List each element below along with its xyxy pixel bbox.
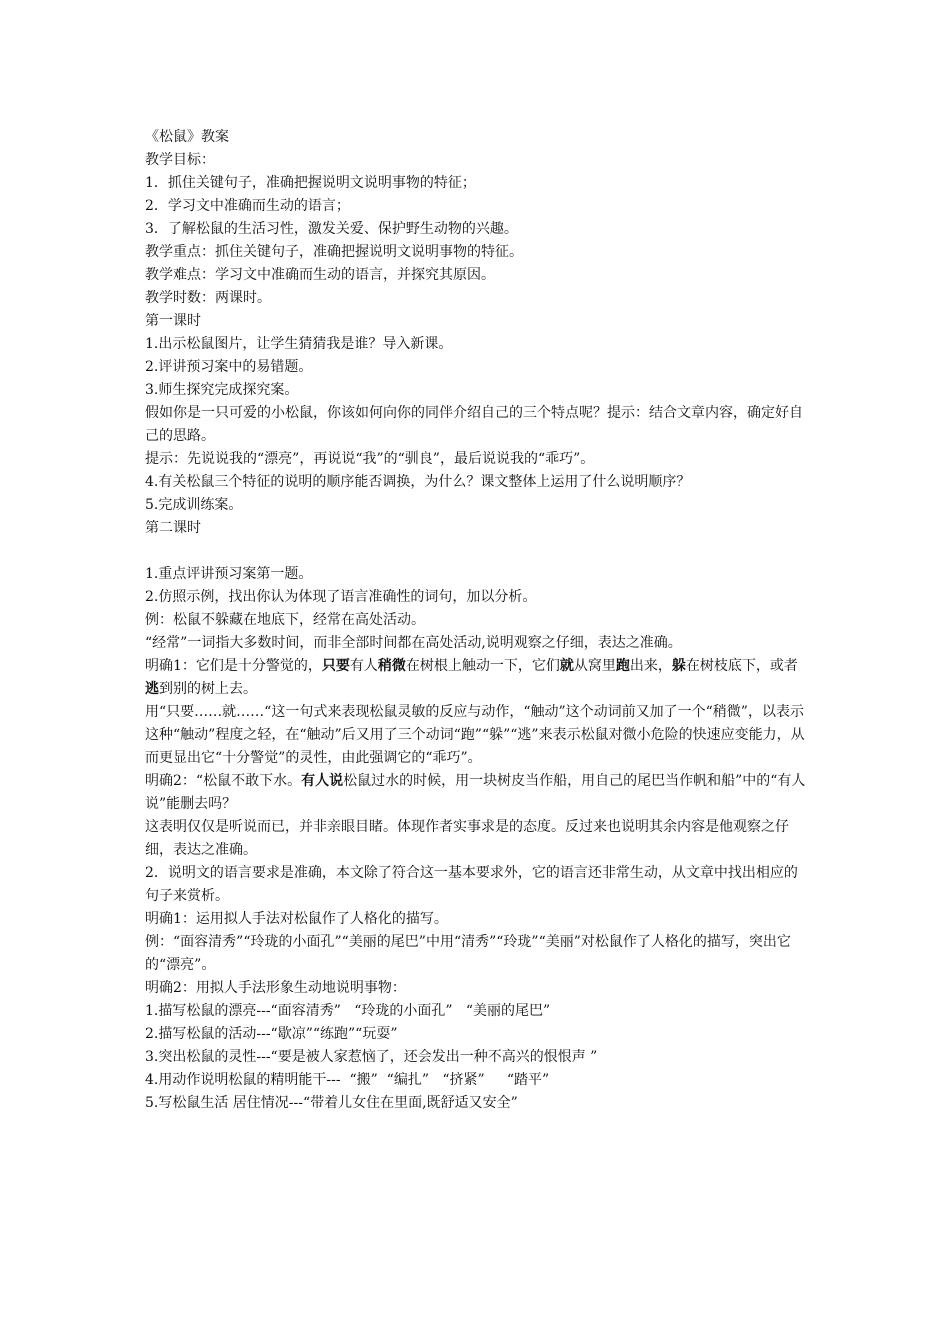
clarify-1-text-d: 在树根上触动一下，它们 <box>405 658 560 674</box>
bold-word: 跑 <box>615 658 630 674</box>
blank-line <box>145 540 810 563</box>
point-5: 5.写松鼠生活 居住情况---“带着儿女住在里面,既舒适又安全” <box>145 1095 518 1111</box>
clarify-3-example: 例：“面容清秀”“玲珑的小面孔”“美丽的尾巴”中用“清秀”“玲珑”“美丽”对松鼠作了人格化的描写，突出它的“漂亮”。 <box>145 934 791 973</box>
objective-3: 3．了解松鼠的生活习性，激发关爱、保护野生动物的兴趣。 <box>145 221 518 237</box>
clarify-1-analysis: 用“只要……就……“这一句式来表现松鼠灵敏的反应与动作，“触动”这个动词前又加了一个“稍微”，以表示这种“触动”程度之轻，在“触动”后又用了三个动词“跑”“躲”“逃”来表示松鼠对微小危险的快速应变能力，从而更显出它“十分警觉”的灵性，由此强调它的“乖巧”。 <box>145 704 805 766</box>
lesson-1-hint: 提示：先说说我的“漂亮”，再说说“我”的“驯良”，最后说说我的“乖巧”。 <box>145 451 595 467</box>
clarify-1-sentence <box>145 655 810 701</box>
bold-word: 躲 <box>671 658 686 674</box>
document-body <box>145 126 810 1115</box>
lesson-1-item-4: 4.有关松鼠三个特征的说明的顺序能否调换，为什么？课文整体上运用了什么说明顺序？ <box>145 474 691 490</box>
clarify-2-analysis: 这表明仅仅是听说而已，并非亲眼目睹。体现作者实事求是的态度。反过来也说明其余内容是他观察之仔细，表达之准确。 <box>145 819 789 858</box>
clarify-1-text-f: 出来， <box>629 658 672 674</box>
lesson-2-item-2: 2.仿照示例，找出你认为体现了语言准确性的词句，加以分析。 <box>145 589 537 605</box>
lesson-1-item-5: 5.完成训练案。 <box>145 497 243 513</box>
clarify-1-text-a: 明确1：它们是十分警觉的， <box>145 658 322 674</box>
point-2: 2.描写松鼠的活动---“歇凉”“练跑”“玩耍” <box>145 1026 398 1042</box>
lesson-1-suppose-paragraph: 假如你是一只可爱的小松鼠，你该如何向你的同伴介绍自己的三个特点呢？提示：结合文章内容，确定好自己的思路。 <box>145 405 803 444</box>
doc-title: 《松鼠》教案 <box>145 129 229 145</box>
key-point: 教学重点：抓住关键句子，准确把握说明文说明事物的特征。 <box>145 244 523 260</box>
bold-word: 稍微 <box>377 658 406 674</box>
bold-word: 逃 <box>145 681 159 697</box>
point-1: 1.描写松鼠的漂亮---“面容清秀” “玲珑的小面孔” “美丽的尾巴” <box>145 1003 551 1019</box>
clarify-1-text-h: 到别的树上去。 <box>159 681 257 697</box>
lesson-1-item-2: 2.评讲预习案中的易错题。 <box>145 359 313 375</box>
clarify-2-sentence <box>145 770 810 816</box>
bold-word: 只要 <box>321 658 350 674</box>
objective-2: 2．学习文中准确而生动的语言； <box>145 198 350 214</box>
lesson-2-heading: 第二课时 <box>145 520 201 536</box>
lesson-1-heading: 第一课时 <box>145 313 201 329</box>
teaching-hours: 教学时数：两课时。 <box>145 290 271 306</box>
lesson-1-item-1: 1.出示松鼠图片，让学生猜猜我是谁？导入新课。 <box>145 336 453 352</box>
clarify-1-text-g: 在树枝底下，或者 <box>685 658 798 674</box>
clarify-1-text-c: 有人 <box>349 658 378 674</box>
lesson-2-item-2b: 2．说明文的语言要求是准确，本文除了符合这一基本要求外，它的语言还非常生动，从文章中找出相应的句子来赏析。 <box>145 865 798 904</box>
bold-word: 有人说 <box>301 773 344 789</box>
lesson-2-example: 例：松鼠不躲藏在地底下，经常在高处活动。 <box>145 612 425 628</box>
bold-word: 就 <box>559 658 574 674</box>
clarify-1-text-e: 从窝里 <box>573 658 616 674</box>
clarify-4: 明确2：用拟人手法形象生动地说明事物： <box>145 980 406 996</box>
point-3: 3.突出松鼠的灵性---“要是被人家惹恼了，还会发出一种不高兴的恨恨声 ” <box>145 1049 598 1065</box>
clarify-3: 明确1：运用拟人手法对松鼠作了人格化的描写。 <box>145 911 448 927</box>
clarify-2-text-a: 明确2：“松鼠不敢下水。 <box>145 773 302 789</box>
objectives-heading: 教学目标： <box>145 152 215 168</box>
lesson-1-item-3: 3.师生探究完成探究案。 <box>145 382 299 398</box>
difficulty: 教学难点：学习文中准确而生动的语言，并探究其原因。 <box>145 267 495 283</box>
clarify-2-text-c: 松鼠过水的时候，用一块树皮当作船，用自己的尾巴当作帆和船”中的“有人说”能删去吗？ <box>145 773 806 812</box>
lesson-2-example-note: “经常”一词指大多数时间，而非全部时间都在高处活动,说明观察之仔细，表达之准确。 <box>145 635 682 651</box>
lesson-2-item-1: 1.重点评讲预习案第一题。 <box>145 566 313 582</box>
point-4: 4.用动作说明松鼠的精明能干--- “搬” “编扎” “挤紧” “踏平” <box>145 1072 550 1088</box>
objective-1: 1．抓住关键句子，准确把握说明文说明事物的特征； <box>145 175 476 191</box>
